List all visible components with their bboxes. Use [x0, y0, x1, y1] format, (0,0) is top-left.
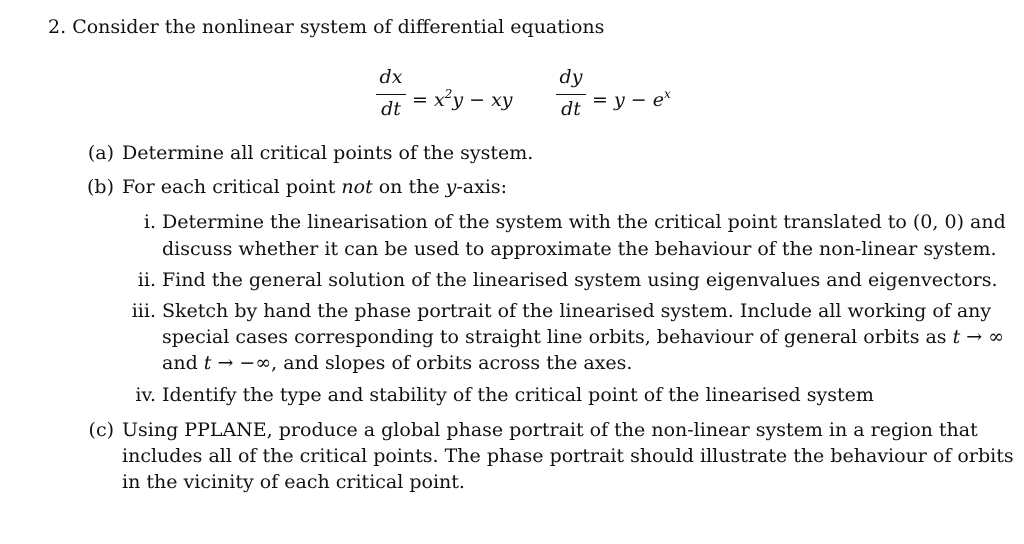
part-b-label: (b): [87, 176, 114, 198]
subpart-i-line: discuss whether it can be used to approximate the behaviour of the non-linear system.: [162, 238, 997, 260]
part-b-text: For each critical point not on the y-axis:: [122, 176, 508, 198]
fraction-bar: [376, 94, 406, 95]
subpart-iii-line: special cases corresponding to straight line orbits, behaviour of general orbits as t → ∞: [162, 326, 1005, 348]
equation-rhs: = $y - e^x$: [592, 87, 671, 111]
part-c-line: includes all of the critical points. The phase portrait should illustrate the behaviour of orbits: [122, 445, 1014, 467]
question-intro: Consider the nonlinear system of differential equations: [72, 16, 605, 38]
subpart-i-line: Determine the linearisation of the system with the critical point translated to (0, 0) and: [162, 211, 1006, 233]
subpart-iii-label: iii.: [131, 300, 156, 322]
subpart-iv-label: iv.: [135, 384, 156, 406]
subpart-iii-line: and t → −∞, and slopes of orbits across the axes.: [162, 352, 633, 374]
fraction-denominator: dt: [561, 98, 581, 120]
part-c-label: (c): [88, 419, 114, 441]
part-c-line: Using PPLANE, produce a global phase portrait of the non-linear system in a region that: [122, 419, 978, 441]
part-a-label: (a): [87, 142, 114, 164]
fraction-numerator: dx: [379, 66, 403, 88]
question-number: 2.: [48, 16, 67, 38]
subpart-iii-line: Sketch by hand the phase portrait of the linearised system. Include all working of any: [162, 300, 992, 322]
subpart-ii-line: Find the general solution of the linearised system using eigenvalues and eigenvectors.: [162, 269, 998, 291]
part-a-text: Determine all critical points of the system.: [122, 142, 534, 164]
subpart-ii-label: ii.: [137, 269, 156, 291]
fraction-bar: [556, 94, 586, 95]
subpart-i-label: i.: [143, 211, 156, 233]
fraction-denominator: dt: [381, 98, 401, 120]
equation-rhs: = $x^2y$ − xy: [412, 87, 513, 111]
subpart-iv-line: Identify the type and stability of the critical point of the linearised system: [162, 384, 874, 406]
part-c-line: in the vicinity of each critical point.: [122, 471, 465, 493]
fraction-numerator: dy: [559, 66, 583, 88]
question-heading: [48, 14, 604, 40]
